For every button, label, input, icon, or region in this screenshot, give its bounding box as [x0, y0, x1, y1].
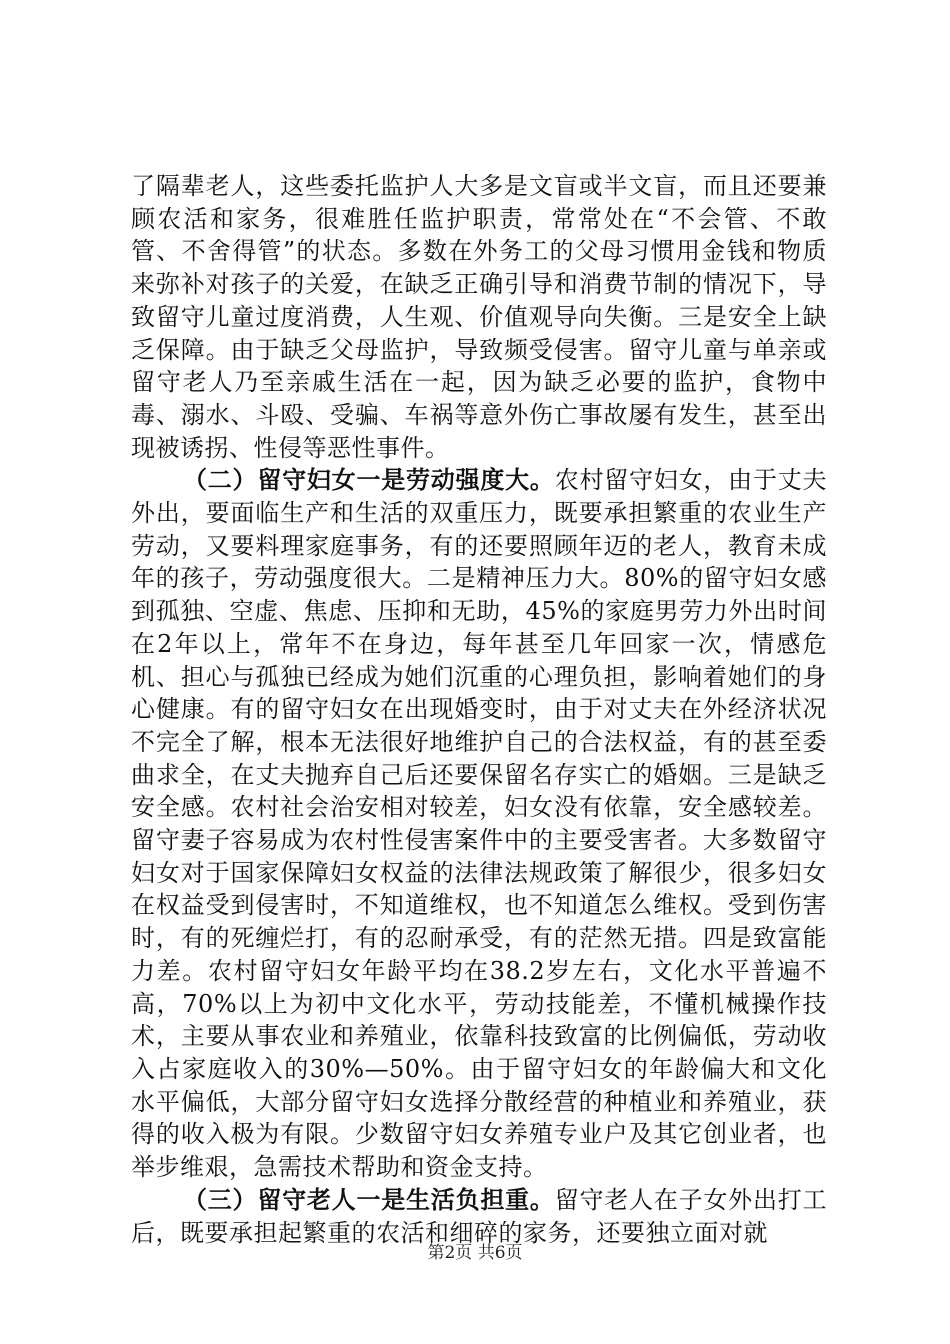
- document-body: [131, 170, 827, 1249]
- paragraph-text: 农村留守妇女，由于丈夫外出，要面临生产和生活的双重压力，既要承担繁重的农业生产劳动，又要料理家庭事务，有的还要照顾年迈的老人，教育未成年的孩子，劳动强度很大。二是精神压力大。80%的留守妇女感到孤独、空虚、焦虑、压抑和无助，45%的家庭男劳力外出时间在2年以上，常年不在身边，每年甚至几年回家一次，情感危机、担心与孤独已经成为她们沉重的心理负担，影响着她们的身心健康。有的留守妇女在出现婚变时，由于对丈夫在外经济状况不完全了解，根本无法很好地维护自己的合法权益，有的甚至委曲求全，在丈夫抛弃自己后还要保留名存实亡的婚姻。三是缺乏安全感。农村社会治安相对较差，妇女没有依靠，安全感较差。留守妻子容易成为农村性侵害案件中的主要受害者。大多数留守妇女对于国家保障妇女权益的法律法规政策了解很少，很多妇女在权益受到侵害时，不知道维权，也不知道怎么维权。受到伤害时，有的死缠烂打，有的忍耐承受，有的茫然无措。四是致富能力差。农村留守妇女年龄平均在38.2岁左右，文化水平普遍不高，70%以上为初中文化水平，劳动技能差，不懂机械操作技术，主要从事农业和养殖业，依靠科技致富的比例偏低，劳动收入占家庭收入的30%—50%。由于留守妇女的年龄偏大和文化水平偏低，大部分留守妇女选择分散经营的种植业和养殖业，获得的收入极为有限。少数留守妇女养殖专业户及其它创业者，也举步维艰，急需技术帮助和资金支持。: [131, 466, 828, 1182]
- paragraph-lead-heading: （二）留守妇女一是劳动强度大。: [183, 465, 555, 495]
- paragraph-children-continued: [131, 170, 827, 464]
- paragraph-left-behind-women: [131, 464, 827, 1183]
- page-number-footer: 第2页 共6页: [427, 1243, 523, 1263]
- paragraph-text: 留守老人在子女外出打工后，既要承担起繁重的农活和细碎的家务，还要独立面对就: [131, 1185, 828, 1247]
- paragraph-text: 了隔辈老人，这些委托监护人大多是文盲或半文盲，而且还要兼顾农活和家务，很难胜任监护职责，常常处在“不会管、不敢管、不舍得管”的状态。多数在外务工的父母习惯用金钱和物质来弥补对孩子的关爱，在缺乏正确引导和消费节制的情况下，导致留守儿童过度消费，人生观、价值观导向失衡。三是安全上缺乏保障。由于缺乏父母监护，导致频受侵害。留守儿童与单亲或留守老人乃至亲戚生活在一起，因为缺乏必要的监护，食物中毒、溺水、斗殴、受骗、车祸等意外伤亡事故屡有发生，甚至出现被诱拐、性侵等恶性事件。: [131, 172, 827, 462]
- paragraph-lead-heading: （三）留守老人一是生活负担重。: [183, 1184, 555, 1214]
